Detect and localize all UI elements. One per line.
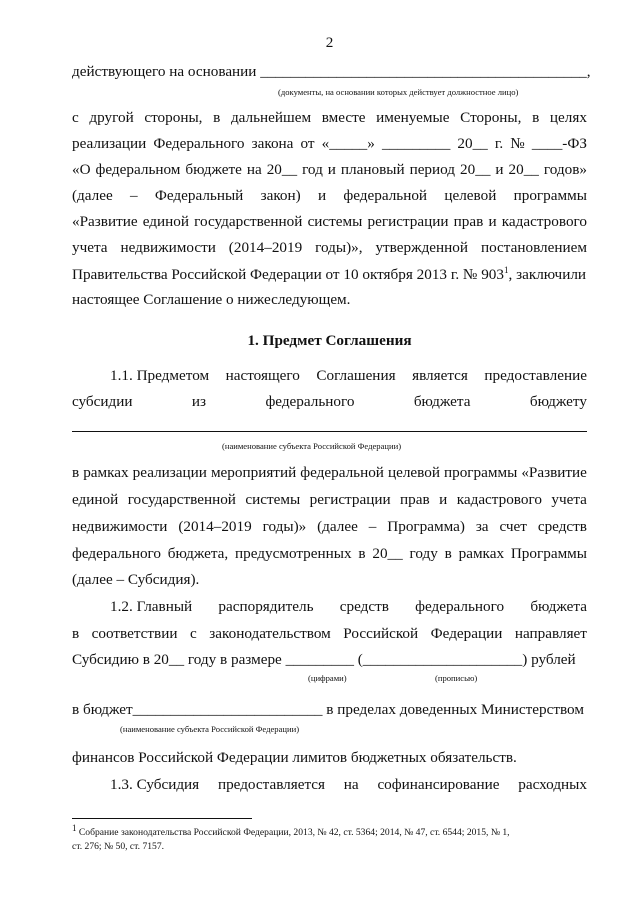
word: субсидии [72,393,133,410]
word: (2014–2019 [178,518,252,535]
word: расходных [518,776,587,793]
word: Стороны, [460,109,522,126]
text-line-10 [110,366,587,386]
word: бюджета [530,598,587,615]
word: бюджете [185,161,242,178]
text-line-9: настоящее Соглашение о нижеследующем. [72,291,351,308]
text-line-4 [72,160,587,180]
word: прав [400,491,430,508]
caption-subject-name: (наименование субъекта Российской Федерации) [222,441,402,451]
word: мероприятий [210,464,297,481]
word: целях [549,109,587,126]
footnote-separator [72,818,252,819]
word: государственной [127,491,236,508]
word: целевой [444,187,497,204]
word: в [72,625,80,642]
word: 20__ [508,161,539,178]
page-number: 2 [325,34,334,51]
word: недвижимости [72,518,168,535]
caption-in-words: (прописью) [435,673,478,683]
word: в [532,109,540,126]
word: бюджета [413,393,471,410]
word: кадастрового [456,491,542,508]
word: 20__ [457,135,488,152]
word: в [213,109,221,126]
text-line-20: в бюджет_________________________ в пределах доведенных Министерством [72,701,584,718]
word: годов» [543,161,587,178]
word: Соглашения [316,367,396,384]
text-line-11 [72,392,587,412]
word: федеральной [343,187,428,204]
word: законодательством [209,625,331,642]
word: в [72,464,80,481]
word: кадастрового [501,213,587,230]
text-line-13 [72,490,587,510]
word: «Развитие [521,464,587,481]
word: предусмотренных [235,545,352,562]
caption-subject-name-2: (наименование субъекта Российской Федерации) [120,724,300,734]
word: программы [443,464,518,481]
word: регистрации [309,491,391,508]
word: и [317,187,327,204]
word: софинансирование [377,776,500,793]
word: 20__ [460,161,491,178]
word: федерального [415,598,505,615]
word: средств [537,518,587,535]
word: соответствии [91,625,178,642]
word: Федерального [153,135,245,152]
word: № [510,135,525,152]
word: учета [72,239,108,256]
text-line-1: действующего на основании ___________________________________________, [72,63,591,80]
caption-documents: (документы, на основании которых действует должностное лицо) [278,87,519,97]
word: в [358,545,366,562]
section-heading: 1. Предмет Соглашения [247,332,412,349]
word: плановый [340,161,405,178]
word: 1.1. Предметом [110,367,210,384]
word: и [439,491,448,508]
word: именуемые [376,109,450,126]
word: счет [499,518,527,535]
word: и [327,161,336,178]
word: за [475,518,489,535]
word: (далее [72,187,113,204]
word: предоставление [484,367,587,384]
text-line-14 [72,517,587,537]
footnote-text-1: Собрание законодательства Российской Федерации, 2013, № 42, ст. 5364; 2014, № 47, ст. 6544; 2015, № 1, [76,827,510,838]
word: и [495,161,504,178]
word: году [409,545,438,562]
word: 20__ [266,161,298,178]
word: федерального [265,393,355,410]
word: годы)», [315,239,363,256]
word: другой [89,109,134,126]
word: дальнейшем [230,109,312,126]
word: реализации [72,135,147,152]
word: (далее [317,518,358,535]
word: с [190,625,197,642]
footnote-line-1 [72,822,587,839]
word: государственной [194,213,303,230]
footnote-reference: 1 [504,264,509,275]
word: предоставляется [217,776,326,793]
text-line-8-main: Правительства Российской Федерации от 10 октября 2013 г. № 903 [72,266,504,283]
word: – [368,518,377,535]
word: Федеральный [154,187,244,204]
word: г. [494,135,504,152]
word: ____-ФЗ [531,135,587,152]
word: программы [513,187,587,204]
word: системы [307,213,363,230]
word: бюджету [529,393,587,410]
word: «О [72,161,91,178]
word: утвержденной [375,239,469,256]
word: целевой [387,464,440,481]
text-line-7 [72,238,587,258]
word: единой [142,213,189,230]
text-line-12 [72,463,587,483]
word: единой [72,491,119,508]
word: «_____» [321,135,375,152]
text-line-6 [72,212,587,232]
word: закон) [260,187,301,204]
text-line-15 [72,544,587,564]
word: прав [453,213,484,230]
text-line-21: финансов Российской Федерации лимитов бюджетных обязательств. [72,749,517,766]
word: настоящего [225,367,300,384]
blank-rule-subject [72,431,587,432]
footnote-line-2: ст. 276; № 50, ст. 7157. [72,841,165,852]
word: недвижимости [120,239,216,256]
word: на [343,776,359,793]
text-line-16: (далее – Субсидия). [72,571,200,588]
word: Программы [510,545,587,562]
word: является [412,367,468,384]
word: годы)» [262,518,307,535]
word: в [444,545,452,562]
text-line-18 [72,624,587,644]
caption-digits: (цифрами) [308,673,347,683]
word: федерального [72,545,161,562]
word: вместе [321,109,366,126]
word: 1.3. Субсидия [110,776,200,793]
word: рамках [83,464,129,481]
word: (2014–2019 [228,239,303,256]
word: федеральной [300,464,384,481]
word: год [302,161,323,178]
word: рамках [458,545,505,562]
word: учета [551,491,587,508]
word: – [130,187,138,204]
word: с [72,109,79,126]
word: на [246,161,262,178]
word: Российской [343,625,419,642]
word: 20__ [372,545,403,562]
word: из [191,393,207,410]
word: Федерации [430,625,503,642]
text-line-8-tail: , заключили [508,266,587,283]
text-line-2 [72,108,587,128]
word: распорядитель [218,598,314,615]
text-line-3 [72,134,587,154]
word: 1.2. Главный [110,598,193,615]
text-line-22 [110,775,587,795]
word: регистрации [367,213,449,230]
text-line-5 [72,186,587,206]
text-line-17 [110,597,587,617]
text-line-19: Субсидию в 20__ году в размере _________ (_____________________) рублей [72,651,576,668]
word: системы [245,491,301,508]
footnote-mark: 1 [72,822,77,833]
word: закона [251,135,294,152]
word: стороны, [144,109,203,126]
word: и [488,213,497,230]
text-line-8 [72,265,587,285]
word: реализации [132,464,207,481]
word: средств [339,598,389,615]
word: направляет [514,625,587,642]
word: постановлением [480,239,587,256]
word: федеральном [95,161,181,178]
word: от [300,135,315,152]
word: «Развитие [72,213,138,230]
word: период [409,161,456,178]
word: _________ [381,135,451,152]
word: Программа) [387,518,465,535]
word: бюджета, [167,545,229,562]
